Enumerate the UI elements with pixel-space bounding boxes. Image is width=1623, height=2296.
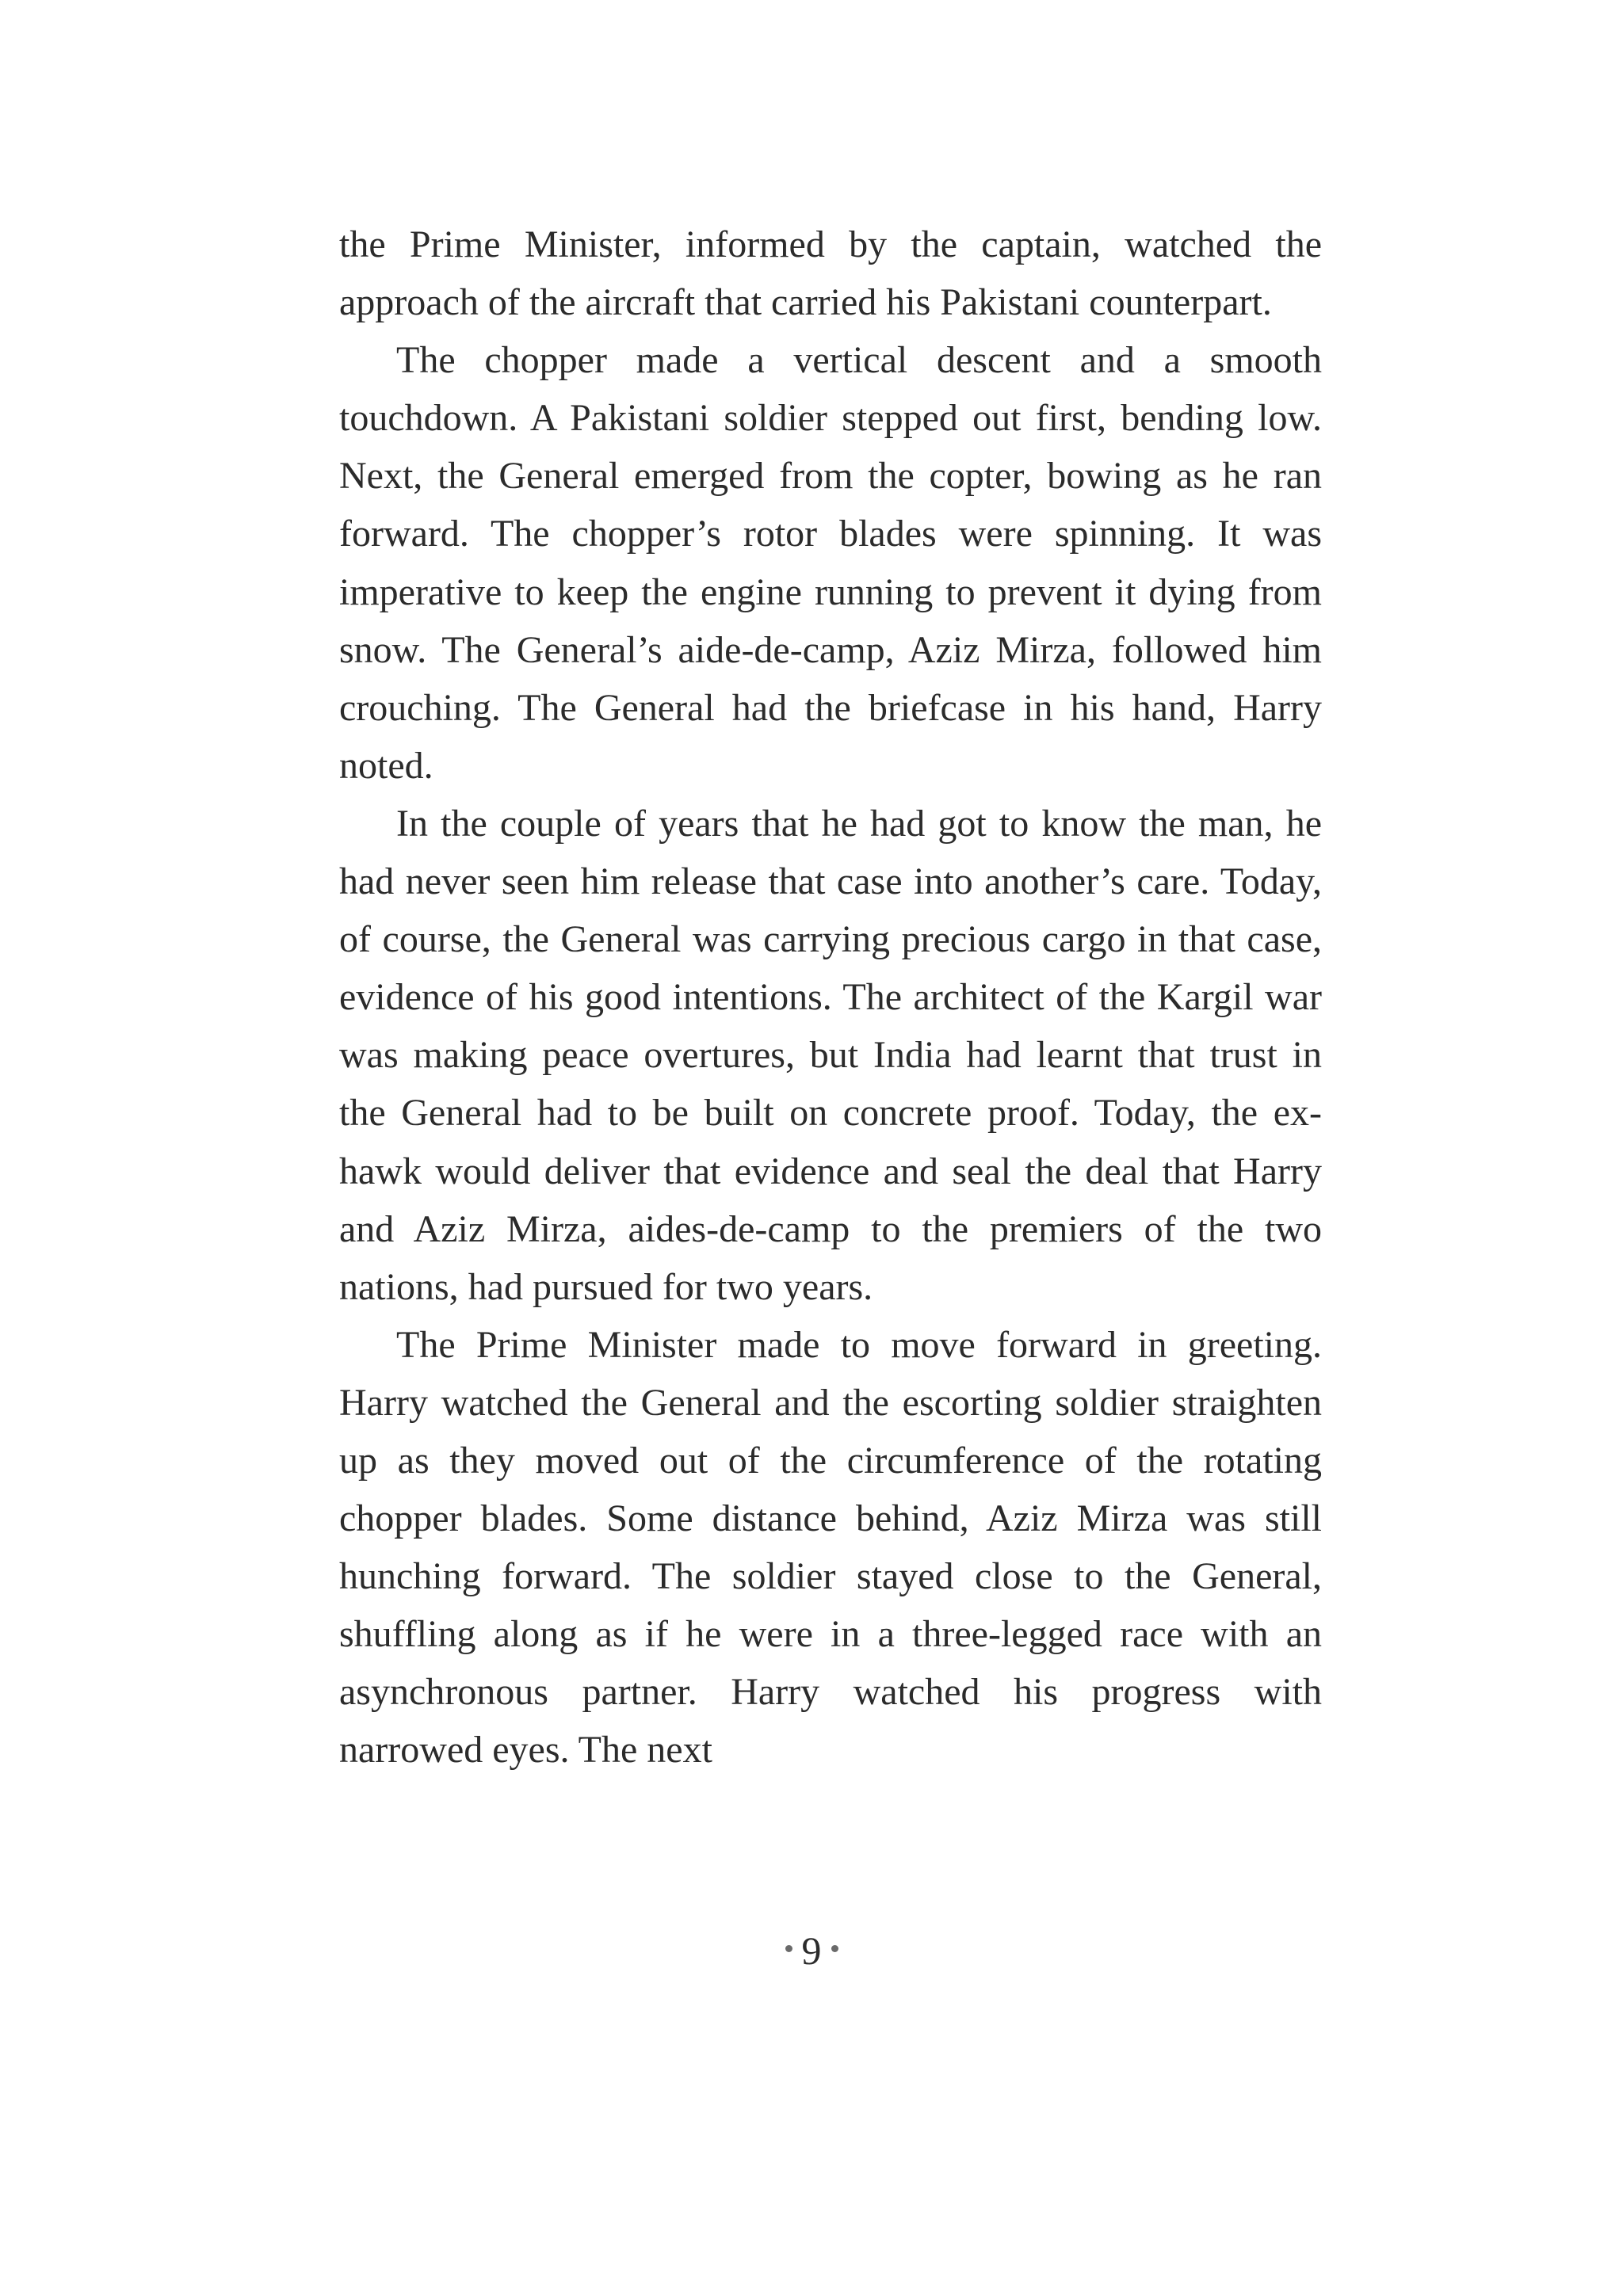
page-number: 9 bbox=[801, 1928, 822, 1973]
bullet-right-icon bbox=[831, 1945, 838, 1952]
body-text bbox=[339, 215, 1322, 1779]
paragraph-4: The Prime Minister made to move forward in greeting. Harry watched the General and the escorting soldier straighten up as they moved out of the circumference of the rotating chopper blades. Some distance behind, Aziz Mirza was still hunching forward. The soldier stayed close to the General, shuffling along as if he were in a three-legged race with an asynchronous partner. Harry watched his progress with narrowed eyes. The next bbox=[339, 1323, 1322, 1772]
paragraph-1: the Prime Minister, informed by the captain, watched the approach of the aircraft that carried his Pakistani counterpart. bbox=[339, 223, 1322, 324]
page-footer bbox=[0, 1927, 1623, 1974]
paragraph-2: The chopper made a vertical descent and a smooth touchdown. A Pakistani soldier stepped out first, bending low. Next, the General emerged from the copter, bowing as he ran forward. The chopper’s rotor blades were spinning. It was imperative to keep the engine running to prevent it dying from snow. The General’s aide-de-camp, Aziz Mirza, followed him crouching. The General had the briefcase in his hand, Harry noted. bbox=[339, 339, 1322, 787]
bullet-left-icon bbox=[785, 1945, 792, 1952]
paragraph-3: In the couple of years that he had got to know the man, he had never seen him release that case into another’s care. Today, of course, the General was carrying precious cargo in that case, evidence of his good intentions. The architect of the Kargil war was making peace overtures, but India had learnt that trust in the General had to be built on concrete proof. Today, the ex-hawk would deliver that evidence and seal the deal that Harry and Aziz Mirza, aides-de-camp to the premiers of the two nations, had pursued for two years. bbox=[339, 802, 1322, 1308]
